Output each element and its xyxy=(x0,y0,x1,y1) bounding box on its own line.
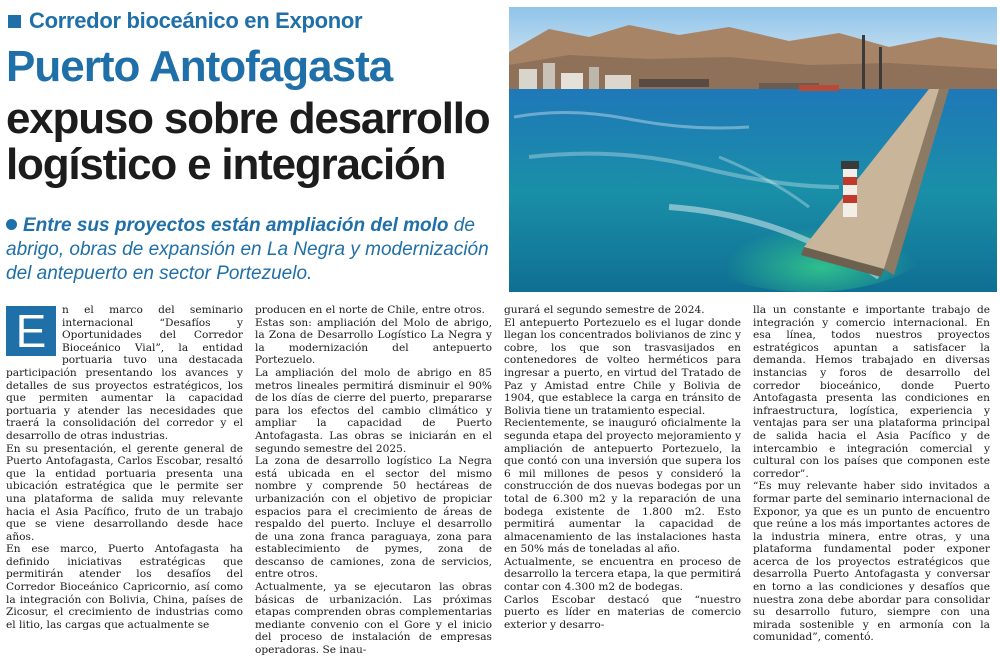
paragraph: La zona de desarrollo logístico La Negra está ubicada en el sector del mismo nombre y comprende 50 hectáreas de urbanización con el objetivo de propiciar espacios para el crecimiento de áreas de respaldo del puerto. Incluye el desarrollo de una zona franca paraguaya, zona para establecimiento de pymes, zona de descanso de camiones, zona de servicios, entre otros. xyxy=(255,455,492,581)
paragraph: Actualmente, ya se ejecutaron las obras básicas de urbanización. Las próximas etapas comprenden obras complementarias mediante convenio con el Gore y el inicio del proceso de instalación de empresas operadoras. Se inau- xyxy=(255,581,492,657)
paragraph: Recientemente, se inauguró oficialmente la segunda etapa del proyecto mejoramiento y ampliación de antepuerto Portezuelo, la que contó con una inversión que supera los 6 mil millones de pesos y consideró la construcción de dos nuevas bodegas por un total de 6.300 m2 y la reparación de una bodega existente de 1.800 m2. Esto permitirá aumentar la capacidad de almacenamiento de las instalaciones hasta en 50% más de toneladas al año. xyxy=(504,417,741,556)
paragraph: La ampliación del molo de abrigo en 85 metros lineales permitirá disminuir el 90% de los días de cierre del puerto, prepararse para los efectos del cambio climático y ampliar la capacidad de Puerto Antofagasta. Las obras se iniciarán en el segundo semestre del 2025. xyxy=(255,366,492,455)
paragraph: En ese marco, Puerto Antofagasta ha definido iniciativas estratégicas que permitirán atender los desafíos del Corredor Bioceánico Capricornio, así como la integración con Bolivia, China, países de Zicosur, el crecimiento de industrias como el litio, las cargas que actualmente se xyxy=(6,543,243,631)
article-body xyxy=(6,304,996,657)
paragraph: El antepuerto Portezuelo es el lugar donde llegan los concentrados bolivianos de zinc y cobre, los que son trasvasijados en contenedores de volteo herméticos para ingresar a puerto, en virtud del Tratado de Paz y Amistad entre Chile y Bolivia de 1904, que establece la carga en tránsito de Bolivia tiene un tratamiento especial. xyxy=(504,316,741,417)
port-photo-illustration xyxy=(509,7,997,292)
deck-bold: Entre sus proyectos están ampliación del molo xyxy=(23,215,449,236)
paragraph: gurará el segundo semestre de 2024. xyxy=(504,304,705,316)
kicker xyxy=(8,8,362,34)
article-column-1 xyxy=(6,304,243,631)
headline-line2: expuso sobre desarrollo logístico e integración xyxy=(6,94,490,189)
kicker-square-icon xyxy=(8,15,21,28)
deck xyxy=(6,214,501,286)
paragraph: “Es muy relevante haber sido invitados a formar parte del seminario internacional de Exponor, ya que es un punto de encuentro que reúne a los más importantes actores de la industria minera, entre otras, y una plataforma fundamental poder exponer acerca de los proyectos estratégicos que desarrolla Puerto Antofagasta y conversar en torno a las condiciones y desafíos que nuestra zona debe abordar para consolidar su desarrollo futuro, siempre con una mirada sostenible y en armonía con la comunidad”, comentó. xyxy=(753,480,990,644)
paragraph: Estas son: ampliación del Molo de abrigo, la Zona de Desarrollo Logístico La Negra y la modernización del antepuerto Portezuelo. xyxy=(255,316,492,367)
paragraph: Carlos Escobar destacó que “nuestro puerto es líder en materias de comercio exterior y desarro- xyxy=(504,593,741,631)
headline-line1: Puerto Antofagasta xyxy=(6,42,393,91)
kicker-text: Corredor bioceánico en Exponor xyxy=(29,8,363,33)
paragraph: En su presentación, el gerente general de Puerto Antofagasta, Carlos Escobar, resaltó que la entidad portuaria presenta una ubicación estratégica que le permite ser una plataforma de salida muy relevante hacia el Asia Pacífico, fruto de un trabajo que se viene desarrollando desde hace años. xyxy=(6,442,243,543)
port-photo xyxy=(509,7,997,292)
article-column-2 xyxy=(255,304,492,657)
article-column-3 xyxy=(504,304,742,631)
article-column-4 xyxy=(753,304,990,644)
paragraph: n el marco del seminario internacional “Desafíos y Oportunidades del Corredor Bioceánico Vial”, la entidad portuaria tuvo una destacada participación presentando los avances y detalles de sus proyectos estratégicos, los que permiten aumentar la capacidad portuaria y atender las necesidades que traerá la consolidación del corredor y el desarrollo de otras industrias. xyxy=(6,304,243,442)
bullet-icon xyxy=(6,219,17,230)
paragraph: Actualmente, se encuentra en proceso de desarrollo la tercera etapa, la que permitirá contar con 4.300 m2 de bodegas. xyxy=(504,555,742,594)
drop-cap: E xyxy=(6,306,56,356)
paragraph: lla un constante e importante trabajo de integración y comercio internacional. En esa línea, todos nuestros proyectos estratégicos apuntan a satisfacer la demanda. Hemos trabajado en diversas instancias y foros de desarrollo del corredor bioceánico, donde Puerto Antofagasta presenta las condiciones en infraestructura, logística, experiencia y ventajas para ser una plataforma principal de salida hacia el Asia Pacífico y de intercambio e integración comercial y cultural con los países que componen este corredor”. xyxy=(753,304,990,480)
paragraph: producen en el norte de Chile, entre otros. xyxy=(255,304,485,316)
deck-rest: de abrigo, obras de expansión en La Negra y modernización del antepuerto en sector Portezuelo. xyxy=(6,215,489,284)
